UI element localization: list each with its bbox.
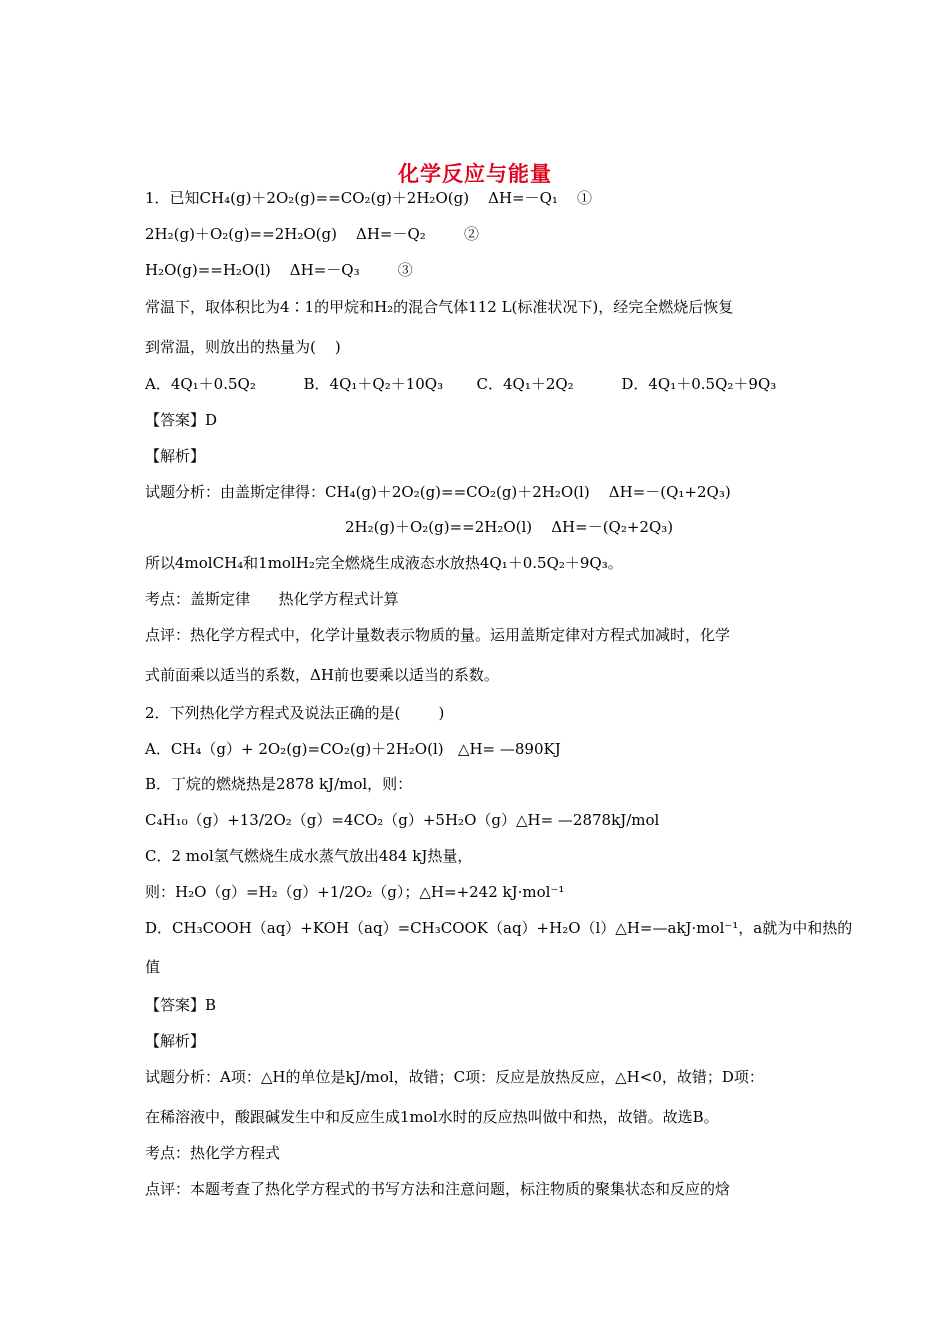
q1-analysis-eq1: 试题分析：由盖斯定律得：CH₄(g)＋2O₂(g)==CO₂(g)＋2H₂O(l) ΔH=－(Q₁+2Q₃) [145, 483, 731, 501]
q1-stem-eq1: 1．已知CH₄(g)＋2O₂(g)==CO₂(g)＋2H₂O(g) ΔH=－Q₁ ① [145, 189, 592, 207]
q2-knowledge-points: 考点：热化学方程式 [145, 1144, 281, 1162]
q1-eq2: 2H₂(g)＋O₂(g)==2H₂O(g) ΔH=－Q₂ ② [145, 225, 479, 243]
q2-analysis-cont: 在稀溶液中，酸跟碱发生中和反应生成1mol水时的反应热叫做中和热，故错。故选B。 [145, 1108, 719, 1126]
q2-option-d: D．CH₃COOH（aq）+KOH（aq）=CH₃COOK（aq）+H₂O（l）△H=—akJ·mol⁻¹，a就为中和热的 [145, 919, 853, 937]
q2-option-c: C．2 mol氢气燃烧生成水蒸气放出484 kJ热量， [145, 847, 473, 865]
q2-option-d-cont: 值 [145, 958, 161, 976]
q2-stem: 2．下列热化学方程式及说法正确的是( ) [145, 704, 445, 722]
q2-option-c-eq: 则：H₂O（g）=H₂（g）+1/2O₂（g）；△H=+242 kJ·mol⁻¹ [145, 883, 565, 901]
q1-options: A．4Q₁＋0.5Q₂ B．4Q₁＋Q₂＋10Q₃ C．4Q₁＋2Q₂ D．4Q₁＋0.5Q₂＋9Q₃ [145, 375, 777, 393]
q1-comment: 点评：热化学方程式中，化学计量数表示物质的量。运用盖斯定律对方程式加减时，化学 [145, 626, 731, 644]
q2-analysis: 试题分析：A项：△H的单位是kJ/mol，故错；C项：反应是放热反应，△H<0，故错；D项： [145, 1068, 764, 1086]
q1-analysis-heading: 【解析】 [145, 447, 206, 465]
q2-option-b-eq: C₄H₁₀（g）+13/2O₂（g）=4CO₂（g）+5H₂O（g）△H= —2878kJ/mol [145, 811, 660, 829]
q2-answer: 【答案】B [145, 996, 217, 1014]
q1-stem-text-cont: 到常温，则放出的热量为( ) [145, 338, 341, 356]
q2-analysis-heading: 【解析】 [145, 1032, 206, 1050]
q1-analysis-conclusion: 所以4molCH₄和1molH₂完全燃烧生成液态水放热4Q₁＋0.5Q₂＋9Q₃。 [145, 554, 623, 572]
q2-option-a: A．CH₄（g）+ 2O₂(g)=CO₂(g)＋2H₂O(l) △H= —890KJ [145, 740, 561, 758]
page-title: 化学反应与能量 [398, 162, 552, 186]
q1-stem-text: 常温下，取体积比为4∶1的甲烷和H₂的混合气体112 L(标准状况下)，经完全燃烧后恢复 [145, 298, 734, 316]
q1-comment-cont: 式前面乘以适当的系数，ΔH前也要乘以适当的系数。 [145, 666, 499, 684]
q1-analysis-eq2: 2H₂(g)＋O₂(g)==2H₂O(l) ΔH=－(Q₂+2Q₃) [345, 518, 674, 536]
q1-answer: 【答案】D [145, 411, 218, 429]
q1-knowledge-points: 考点：盖斯定律 热化学方程式计算 [145, 590, 399, 608]
q2-comment: 点评：本题考查了热化学方程式的书写方法和注意问题，标注物质的聚集状态和反应的焓 [145, 1180, 731, 1198]
q1-eq3: H₂O(g)==H₂O(l) ΔH=－Q₃ ③ [145, 261, 413, 279]
q2-option-b: B．丁烷的燃烧热是2878 kJ/mol，则： [145, 775, 413, 793]
